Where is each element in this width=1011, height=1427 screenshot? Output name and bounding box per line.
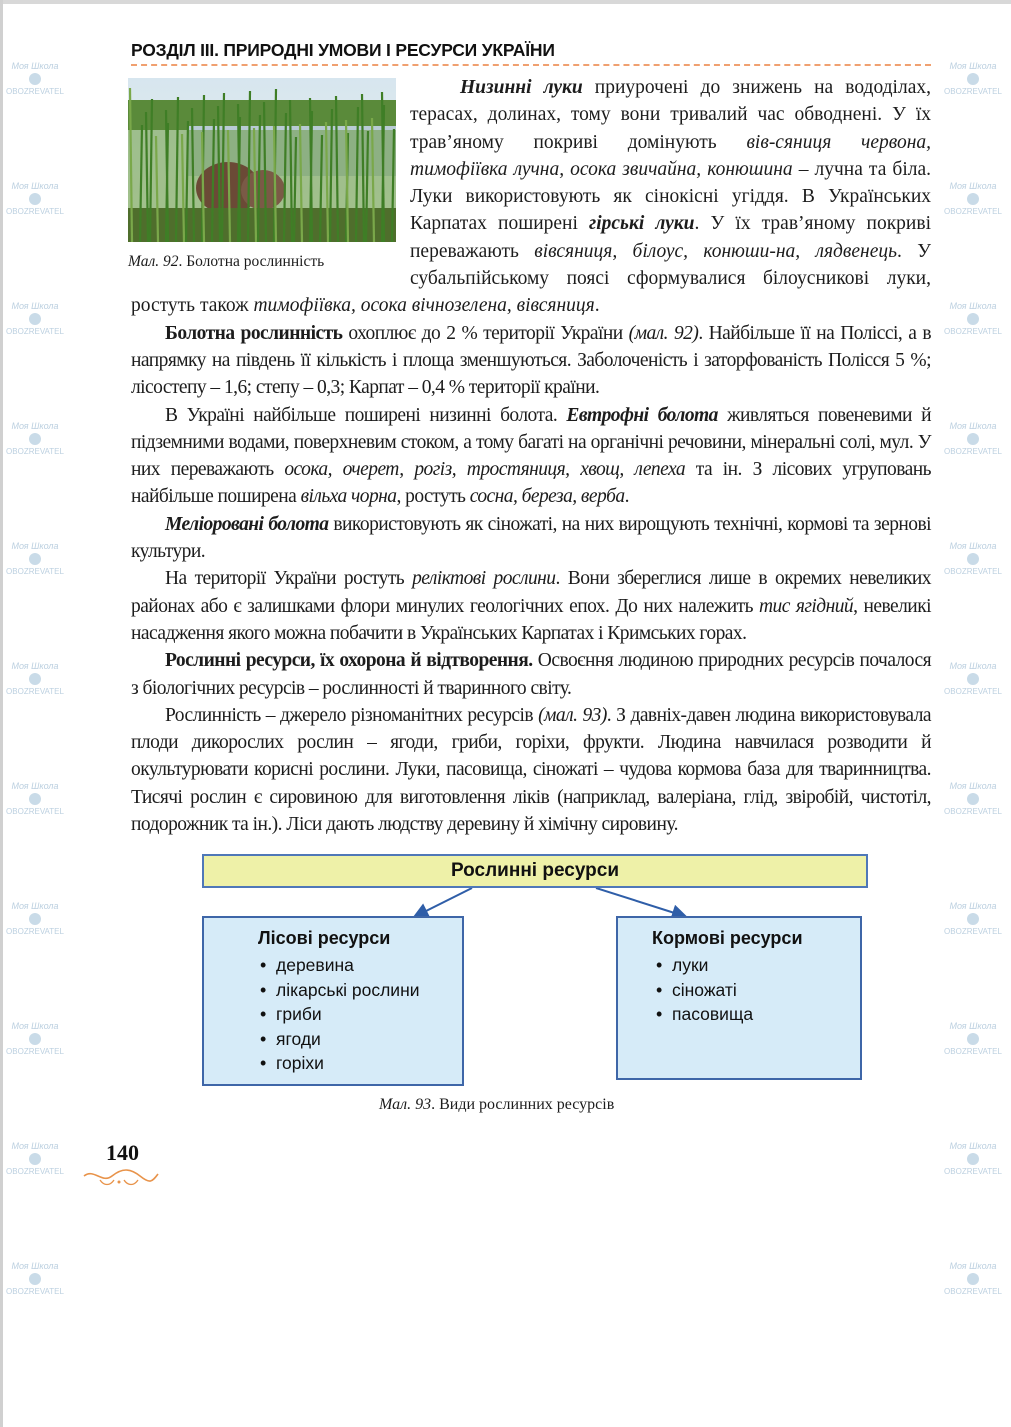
watermark-logo-icon bbox=[967, 553, 979, 565]
watermark-logo-icon bbox=[29, 1033, 41, 1045]
watermark-brand-a: Моя Школа bbox=[11, 1141, 59, 1151]
text: На території України ростуть bbox=[165, 568, 413, 590]
watermark-logo-icon bbox=[967, 1153, 979, 1165]
watermark bbox=[4, 420, 66, 458]
watermark bbox=[942, 180, 1004, 218]
watermark-brand-b: OBOZREVATEL bbox=[6, 927, 64, 936]
watermark-brand-b: OBOZREVATEL bbox=[6, 87, 64, 96]
section-heading-plant-resources: Рослинні ресурси, їх охорона й відтворення. bbox=[165, 650, 533, 672]
page-footer bbox=[106, 1140, 931, 1190]
watermark-brand-a: Моя Школа bbox=[949, 1141, 997, 1151]
watermark bbox=[942, 660, 1004, 698]
arrow-to-fodder bbox=[596, 888, 684, 916]
watermark-brand-a: Моя Школа bbox=[11, 1261, 59, 1271]
watermark-brand-b: OBOZREVATEL bbox=[6, 447, 64, 456]
watermark-brand-a: Моя Школа bbox=[949, 421, 997, 431]
watermark-logo-icon bbox=[967, 673, 979, 685]
fodder-resources-list bbox=[618, 953, 860, 1027]
figure-93-caption bbox=[379, 1096, 931, 1114]
term-relict-plants: реліктові рослини bbox=[412, 568, 556, 590]
ornament-icon bbox=[80, 1166, 160, 1188]
watermark-logo-icon bbox=[29, 673, 41, 685]
figure-92 bbox=[128, 78, 396, 272]
watermark-logo-icon bbox=[967, 1033, 979, 1045]
watermark bbox=[942, 300, 1004, 338]
watermark-brand-a: Моя Школа bbox=[11, 781, 59, 791]
watermark bbox=[942, 1260, 1004, 1298]
watermark-logo-icon bbox=[29, 913, 41, 925]
watermark-logo-icon bbox=[29, 313, 41, 325]
species-list: вів-сяниця червона, тимофіївка лучна, осока звичайна, конюшина bbox=[410, 131, 931, 180]
text: приурочені до знижень на вододілах, терасах, долинах, тому вони тривалий час обводнені. У їх трав’яному покриві домінують bbox=[410, 77, 931, 153]
watermark-logo-icon bbox=[29, 433, 41, 445]
watermark bbox=[942, 540, 1004, 578]
watermark-logo-icon bbox=[967, 913, 979, 925]
watermark-brand-b: OBOZREVATEL bbox=[6, 207, 64, 216]
watermark-brand-b: OBOZREVATEL bbox=[6, 567, 64, 576]
text: . bbox=[594, 295, 600, 317]
watermark bbox=[942, 60, 1004, 98]
watermark-brand-a: Моя Школа bbox=[11, 61, 59, 71]
watermark-brand-a: Моя Школа bbox=[949, 61, 997, 71]
watermark-brand-b: OBOZREVATEL bbox=[6, 1047, 64, 1056]
species-list: вівсяниця, білоус, конюши- bbox=[534, 240, 776, 262]
diagram-root-label: Рослинні ресурси bbox=[450, 860, 620, 882]
species-list: вільха чорна bbox=[300, 486, 397, 508]
watermark-logo-icon bbox=[29, 553, 41, 565]
text: . З давніх-давен людина використовувала плоди дикорослих рослин – ягоди, гриби, горіхи, фрукти. Людина навчилася розводити й окультурювати корисні рослини. Луки, пасовища, сіножаті – чудова кормова база для тваринництва. Тисячі рослин є сировиною для виготовлення ліків (наприклад, валеріана, глід, звіробій, чистотіл, подорожник та ін.). Ліси дають людству деревину й хімічну сировину. bbox=[131, 704, 931, 836]
fodder-resources-title: Кормові ресурси bbox=[652, 928, 803, 949]
paragraph-swamp bbox=[131, 320, 931, 402]
watermark bbox=[942, 1020, 1004, 1058]
watermark-brand-a: Моя Школа bbox=[949, 661, 997, 671]
paragraph-vegetation bbox=[131, 702, 931, 838]
chapter-title: РОЗДІЛ III. ПРИРОДНІ УМОВИ І РЕСУРСИ УКРАЇНИ bbox=[131, 40, 555, 60]
watermark-brand-a: Моя Школа bbox=[949, 901, 997, 911]
watermark-brand-a: Моя Школа bbox=[949, 1021, 997, 1031]
swamp-photo bbox=[128, 78, 396, 242]
watermark-brand-b: OBOZREVATEL bbox=[944, 207, 1002, 216]
plant-resources-diagram bbox=[200, 854, 868, 1090]
term-reclaimed-swamps: Меліоровані болота bbox=[165, 513, 329, 535]
watermark-logo-icon bbox=[29, 73, 41, 85]
text: . У субальпійському поясі сформувалися білоусникові луки, ростуть також bbox=[131, 240, 931, 317]
figure-ref: (мал. 93) bbox=[538, 704, 607, 726]
text: Освоєння людиною природних ресурсів почалося з біологічних ресурсів – рослинності й тваринного світу. bbox=[131, 650, 931, 699]
watermark-logo-icon bbox=[29, 793, 41, 805]
text: , ростуть bbox=[396, 486, 470, 508]
paragraph-reclaimed bbox=[131, 511, 931, 566]
text: – лучна та біла. Луки використовують як сінокісні угіддя. В Українських Карпатах поширені bbox=[410, 158, 931, 235]
watermark-brand-b: OBOZREVATEL bbox=[944, 807, 1002, 816]
watermark-brand-a: Моя Школа bbox=[11, 181, 59, 191]
text: В Україні найбільше поширені низинні болота. bbox=[165, 404, 567, 426]
watermark bbox=[4, 900, 66, 938]
watermark-brand-b: OBOZREVATEL bbox=[6, 807, 64, 816]
watermark bbox=[942, 1140, 1004, 1178]
watermark-brand-a: Моя Школа bbox=[11, 421, 59, 431]
chapter-header bbox=[131, 40, 931, 66]
watermark-logo-icon bbox=[967, 193, 979, 205]
page-number: 140 bbox=[106, 1140, 139, 1166]
watermark-brand-b: OBOZREVATEL bbox=[6, 687, 64, 696]
watermark-brand-a: Моя Школа bbox=[949, 781, 997, 791]
watermark-brand-a: Моя Школа bbox=[11, 1021, 59, 1031]
swamp-photo-image bbox=[128, 78, 396, 242]
species-list: на, лядвенець bbox=[775, 240, 897, 262]
forest-resources-title: Лісові ресурси bbox=[258, 928, 391, 949]
text: . Найбільше її на Поліссі, а в напрямку на південь її кількість і площа зменшуються. Заболоченість і заторфованість Полісся 5 %; лісостепу – 1,6; степу – 0,3; Карпат – 0,4 % території країни. bbox=[131, 322, 931, 399]
page-content bbox=[106, 0, 931, 1300]
term-lowland-meadows: Низинні луки bbox=[460, 77, 583, 98]
arrow-to-forest bbox=[416, 888, 472, 916]
species-name: тис ягідний bbox=[758, 595, 854, 617]
watermark bbox=[4, 660, 66, 698]
figure-ref: (мал. 92) bbox=[628, 322, 699, 344]
watermark-logo-icon bbox=[967, 1273, 979, 1285]
watermark bbox=[942, 780, 1004, 818]
watermark bbox=[942, 900, 1004, 938]
watermark-brand-b: OBOZREVATEL bbox=[6, 327, 64, 336]
paragraph-resources bbox=[131, 647, 931, 702]
fodder-resource-item: • пасовища bbox=[656, 1002, 860, 1027]
watermark-brand-a: Моя Школа bbox=[949, 301, 997, 311]
watermark-logo-icon bbox=[967, 793, 979, 805]
term-swamp-vegetation: Болотна рослинність bbox=[165, 322, 343, 344]
forest-resource-item: • горіхи bbox=[260, 1051, 462, 1076]
fodder-resources-box bbox=[616, 916, 862, 1080]
watermark-brand-b: OBOZREVATEL bbox=[6, 1287, 64, 1296]
watermark bbox=[4, 1020, 66, 1058]
watermark-brand-b: OBOZREVATEL bbox=[944, 927, 1002, 936]
watermark-brand-b: OBOZREVATEL bbox=[944, 1167, 1002, 1176]
watermark-brand-b: OBOZREVATEL bbox=[944, 447, 1002, 456]
species-list: тимофіївка, осока вічнозелена, вівсяниця bbox=[253, 295, 595, 317]
watermark bbox=[4, 1140, 66, 1178]
watermark bbox=[942, 420, 1004, 458]
body-text bbox=[131, 320, 931, 839]
forest-resource-item: • лікарські рослини bbox=[260, 978, 462, 1003]
watermark-logo-icon bbox=[967, 433, 979, 445]
page-edge-left bbox=[0, 0, 3, 1427]
watermark-brand-a: Моя Школа bbox=[949, 1261, 997, 1271]
watermark-brand-b: OBOZREVATEL bbox=[944, 327, 1002, 336]
species-list: сосна, береза, верба bbox=[469, 486, 625, 508]
diagram-root-box bbox=[202, 854, 868, 888]
watermark-brand-b: OBOZREVATEL bbox=[6, 1167, 64, 1176]
figure-93-label: Мал. 93 bbox=[379, 1096, 432, 1114]
watermark-logo-icon bbox=[967, 73, 979, 85]
watermark-brand-a: Моя Школа bbox=[949, 181, 997, 191]
watermark-logo-icon bbox=[29, 1153, 41, 1165]
fodder-resource-item: • сіножаті bbox=[656, 978, 860, 1003]
term-mountain-meadows: гірські луки bbox=[589, 213, 695, 235]
watermark bbox=[4, 1260, 66, 1298]
watermark-logo-icon bbox=[29, 193, 41, 205]
watermark-brand-a: Моя Школа bbox=[11, 901, 59, 911]
text: охоплює до 2 % території України bbox=[342, 322, 629, 344]
figure-92-caption-text: . Болотна рослинність bbox=[178, 253, 325, 270]
watermark-brand-a: Моя Школа bbox=[11, 301, 59, 311]
watermark-brand-b: OBOZREVATEL bbox=[944, 567, 1002, 576]
forest-resources-box bbox=[202, 916, 464, 1086]
figure-92-caption bbox=[128, 252, 396, 272]
text: Рослинність – джерело різноманітних ресурсів bbox=[165, 704, 539, 726]
forest-resources-list bbox=[204, 953, 462, 1076]
watermark-brand-a: Моя Школа bbox=[949, 541, 997, 551]
text: . Вони збереглися лише в окремих невеликих районах або є залишками флори минулих геологічних епох. До них належить bbox=[131, 568, 931, 617]
forest-resource-item: • ягоди bbox=[260, 1027, 462, 1052]
term-eutrophic-swamps: Евтрофні болота bbox=[566, 404, 718, 426]
watermark-brand-b: OBOZREVATEL bbox=[944, 687, 1002, 696]
paragraph-eutrophic bbox=[131, 402, 931, 511]
figure-93-caption-text: . Види рослинних ресурсів bbox=[431, 1096, 615, 1114]
text: . У їх трав’яному покриві переважають bbox=[410, 213, 931, 262]
forest-resource-item: • деревина bbox=[260, 953, 462, 978]
text: . bbox=[624, 486, 629, 508]
paragraph-relict bbox=[131, 565, 931, 647]
text: , невеликі насадження якого можна побачити в Українських Карпатах і Кримських горах. bbox=[131, 595, 931, 644]
watermark-brand-a: Моя Школа bbox=[11, 661, 59, 671]
watermark bbox=[4, 300, 66, 338]
watermark bbox=[4, 540, 66, 578]
fodder-resource-item: • луки bbox=[656, 953, 860, 978]
text: та ін. З лісових угруповань найбільше поширена bbox=[131, 459, 931, 508]
figure-92-label: Мал. 92 bbox=[128, 253, 179, 270]
watermark bbox=[4, 180, 66, 218]
watermark-brand-b: OBOZREVATEL bbox=[944, 87, 1002, 96]
watermark bbox=[4, 780, 66, 818]
watermark bbox=[4, 60, 66, 98]
forest-resource-item: • гриби bbox=[260, 1002, 462, 1027]
watermark-logo-icon bbox=[29, 1273, 41, 1285]
text: живляться повеневими й підземними водами, поверхневим стоком, а тому багаті на органічні речовини, мінеральні солі, мул. У них переважають bbox=[131, 404, 931, 481]
header-divider bbox=[131, 64, 931, 66]
watermark-brand-b: OBOZREVATEL bbox=[944, 1287, 1002, 1296]
species-list: осока, очерет, рогіз, тростяниця, хвощ, лепеха bbox=[284, 459, 686, 481]
watermark-brand-a: Моя Школа bbox=[11, 541, 59, 551]
watermark-logo-icon bbox=[967, 313, 979, 325]
watermark-brand-b: OBOZREVATEL bbox=[944, 1047, 1002, 1056]
text: використовують як сіножаті, на них вирощують технічні, кормові та зернові культури. bbox=[131, 513, 931, 563]
